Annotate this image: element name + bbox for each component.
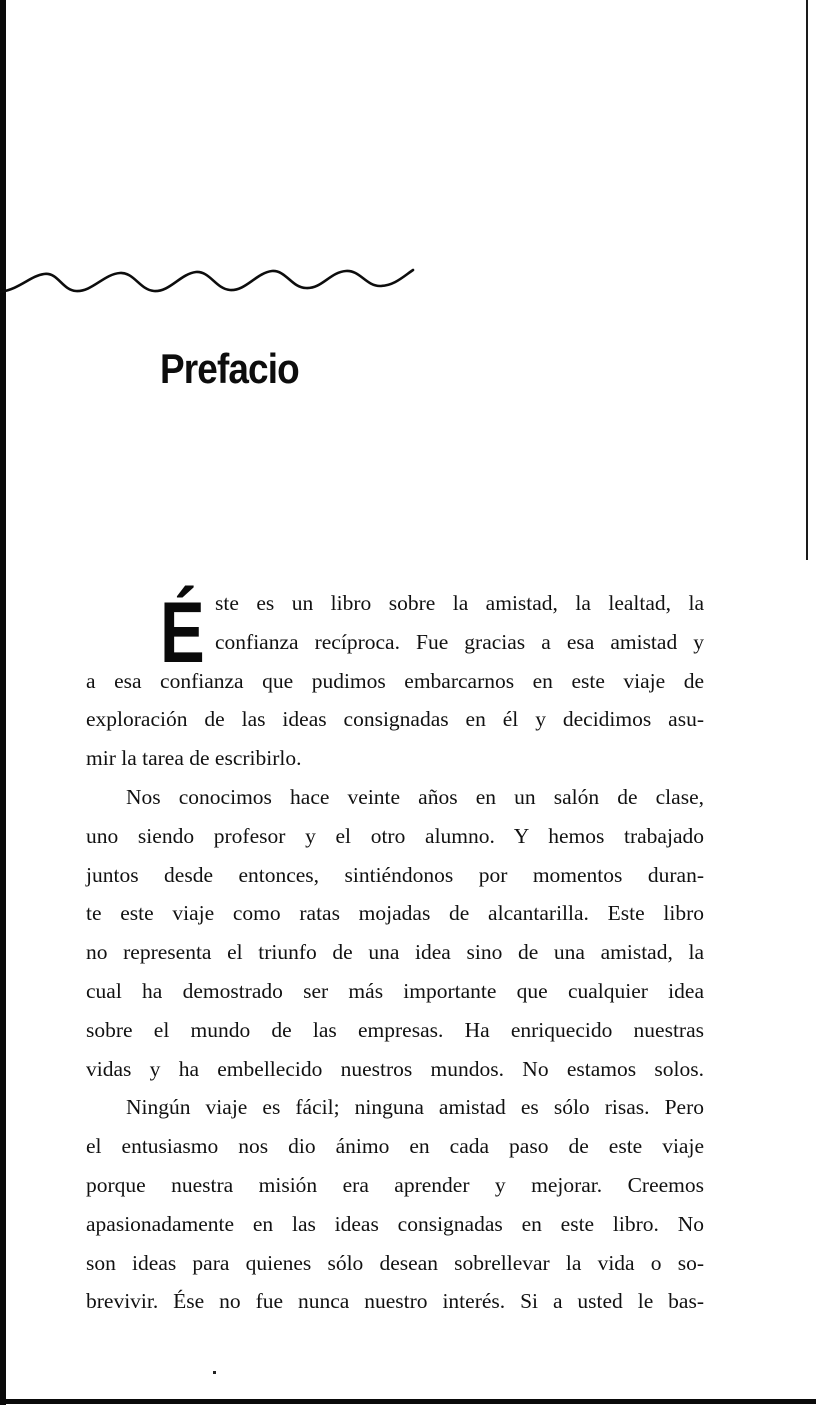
text-line: confianza recíproca. Fue gracias a esa amistad y (215, 629, 704, 654)
paragraph-2 (86, 778, 704, 1088)
text-line: son ideas para quienes sólo desean sobrellevar la vida o so- (86, 1250, 704, 1275)
page-right-edge-shadow (806, 0, 808, 560)
text-line: sobre el mundo de las empresas. Ha enriquecido nuestras (86, 1017, 704, 1042)
text-line: exploración de las ideas consignadas en él y decidimos asu- (86, 707, 704, 732)
paragraph-3 (86, 1088, 704, 1321)
text-line: mir la tarea de escribirlo. (86, 746, 302, 771)
page-left-edge-shadow (0, 0, 6, 1405)
page-bottom-edge-shadow (0, 1399, 816, 1404)
text-line: apasionadamente en las ideas consignadas en este libro. No (86, 1211, 704, 1236)
text-line: el entusiasmo nos dio ánimo en cada paso de este viaje (86, 1134, 704, 1159)
text-line: vidas y ha embellecido nuestros mundos. No estamos solos. (86, 1056, 704, 1081)
text-line: a esa confianza que pudimos embarcarnos en este viaje de (86, 668, 704, 693)
text-line: no representa el triunfo de una idea sino de una amistad, la (86, 940, 704, 965)
scan-speck (213, 1371, 216, 1374)
text-line: juntos desde entonces, sintiéndonos por momentos duran- (86, 862, 704, 887)
text-line: uno siendo profesor y el otro alumno. Y hemos trabajado (86, 823, 704, 848)
drop-cap: É (160, 585, 205, 681)
text-line: porque nuestra misión era aprender y mejorar. Creemos (86, 1172, 704, 1197)
text-line: brevivir. Ése no fue nunca nuestro interés. Si a usted le bas- (86, 1289, 704, 1314)
text-line: cual ha demostrado ser más importante que cualquier idea (86, 978, 704, 1003)
wavy-line-ornament-icon (0, 262, 415, 296)
text-line: te este viaje como ratas mojadas de alcantarilla. Este libro (86, 901, 704, 926)
chapter-title: Prefacio (160, 345, 299, 392)
text-line: ste es un libro sobre la amistad, la lealtad, la (215, 591, 704, 615)
text-line: Nos conocimos hace veinte años en un salón de clase, (126, 784, 704, 809)
body-text (86, 584, 704, 1321)
text-line: Ningún viaje es fácil; ninguna amistad es sólo risas. Pero (126, 1095, 704, 1120)
